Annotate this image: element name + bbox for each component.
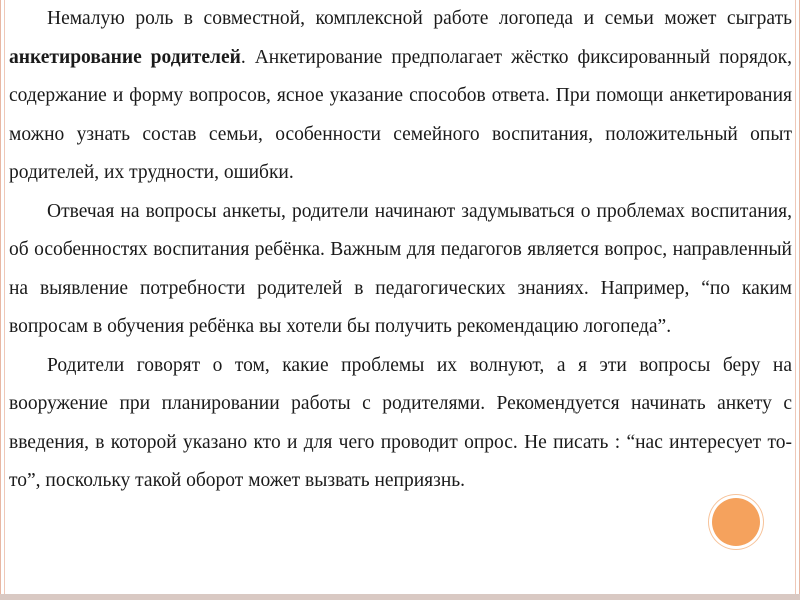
frame-left-inner-border	[4, 0, 5, 600]
paragraph-parents-concerns: Родители говорят о том, какие проблемы их волнуют, а я эти вопросы беру на вооружение при планировании работы с родителями. Рекомендуется начинать анкету с введения, в которой указано кто и для чего проводит опрос. Не писать : “нас интересует то-то”, поскольку такой оборот может вызвать неприязнь.	[9, 354, 792, 491]
paragraph-parents-answers: Отвечая на вопросы анкеты, родители начинают задумываться о проблемах воспитания, об особенностях воспитания ребёнка. Важным для педагогов является вопрос, направленный на выявление потребности родителей в педагогических знаниях. Например, “по каким вопросам в обучения ребёнка вы хотели бы получить рекомендацию логопеда”.	[9, 200, 792, 337]
slide-body-text	[9, 0, 792, 501]
decorative-orange-circle	[712, 498, 760, 546]
frame-right-inner-border	[795, 0, 796, 600]
frame-left-border	[0, 0, 1, 600]
frame-bottom-border	[0, 594, 800, 600]
paragraph-questionnaire-intro	[9, 0, 792, 193]
paragraph-1-rest: . Анкетирование предполагает жёстко фиксированный порядок, содержание и форму вопросов, ясное указание способов ответа. При помощи анкетирования можно узнать состав семьи, особенности семейного воспитания, положительный опыт родителей, их трудности, ошибки.	[9, 46, 793, 183]
paragraph-1-lead: Немалую роль в совместной, комплексной работе логопеда и семьи может сыграть	[47, 8, 792, 29]
emphasis-parent-questionnaire: анкетирование родителей	[9, 46, 241, 68]
